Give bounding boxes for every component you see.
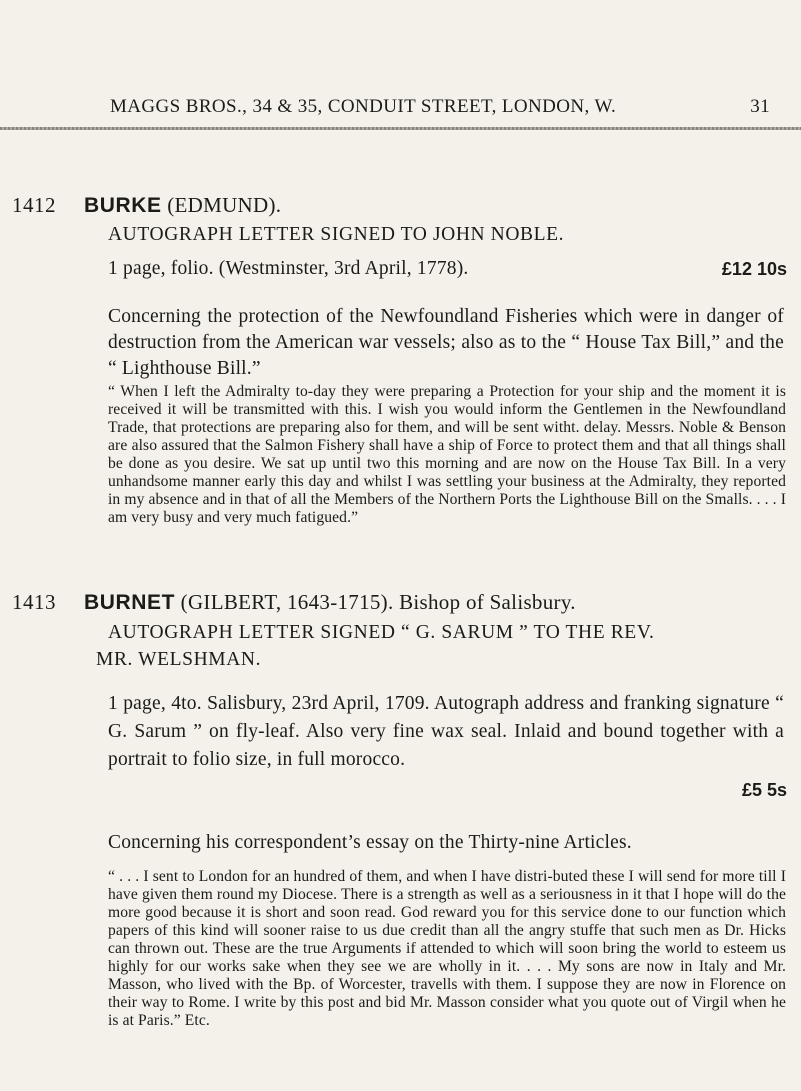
running-title: MAGGS BROS., 34 & 35, CONDUIT STREET, LONDON, W. xyxy=(110,96,617,117)
lot-number: 1412 xyxy=(12,193,56,217)
item-title-continued: MR. WELSHMAN. xyxy=(96,649,262,670)
item-title: AUTOGRAPH LETTER SIGNED TO JOHN NOBLE. xyxy=(108,224,565,245)
header-rule xyxy=(0,127,801,130)
item-summary: Concerning his correspondent’s essay on the Thirty-nine Articles. xyxy=(108,832,632,853)
lot-number: 1413 xyxy=(12,590,56,614)
running-header xyxy=(110,96,770,118)
item-summary: Concerning the protection of the Newfoundland Fisheries which were in danger of destruction from the American war vessels; also as to the “ House Tax Bill,” and the “ Lighthouse Bill.” xyxy=(108,306,784,379)
author-details: (GILBERT, 1643-1715). Bishop of Salisbury. xyxy=(175,590,576,614)
item-price: £5 5s xyxy=(741,780,787,800)
author-surname: BURNET xyxy=(84,591,176,614)
author-details: (EDMUND). xyxy=(161,193,282,217)
author-surname: BURKE xyxy=(84,194,162,217)
item-price: £12 10s xyxy=(721,259,787,279)
item-details: 1 page, 4to. Salisbury, 23rd April, 1709. Autograph address and franking signature “ G. Sarum ” on fly-leaf. Also very fine wax seal. Inlaid and bound together with a portrait to folio size, in full morocco. xyxy=(108,693,784,770)
page-number: 31 xyxy=(750,96,770,117)
letter-extract: “ . . . I sent to London for an hundred of them, and when I have distri-buted these I will send for more till I have given them round my Diocese. There is a strength as well as a seriousness in it that I hope will do the more good because it is short and soon read. God reward you for this service done to our function which papers of this kind will sooner raise to us due credit than all the angry stuffe that such men as Dr. Hicks can thrown out. These are the true Arguments if attended to which will soon bring the world to esteem us highly for our works sake when they see we are wholly in it. . . . My sons are now in Italy and Mr. Masson, who lived with the Bp. of Worcester, travells with them. I suppose they are now in Florence on their way to Rome. I write by this post and bid Mr. Masson consider what you quote out of Virgil when he is at Paris.” Etc. xyxy=(108,868,786,1029)
author-heading xyxy=(84,590,576,615)
item-title: AUTOGRAPH LETTER SIGNED “ G. SARUM ” TO THE REV. xyxy=(108,622,655,643)
item-details: 1 page, folio. (Westminster, 3rd April, 1778). xyxy=(108,258,469,279)
letter-extract: “ When I left the Admiralty to-day they were preparing a Protection for your ship and the moment it is received it will be transmitted with this. I wish you would inform the Gentlemen in the Newfoundland Trade, that protections are preparing also for them, and will be sent witht. delay. Messrs. Noble & Benson are also assured that the Salmon Fishery shall have a ship of Force to protect them and that all things shall be done as you desire. We sat up until two this morning and are now on the House Tax Bill. In a very unhandsome manner early this day and whilst I was settling your business at the Admiralty, they reported in my absence and in that of all the Members of the Northern Ports the Lighthouse Bill on the Smalls. . . . I am very busy and very much fatigued.” xyxy=(108,383,786,526)
author-heading xyxy=(84,193,281,218)
